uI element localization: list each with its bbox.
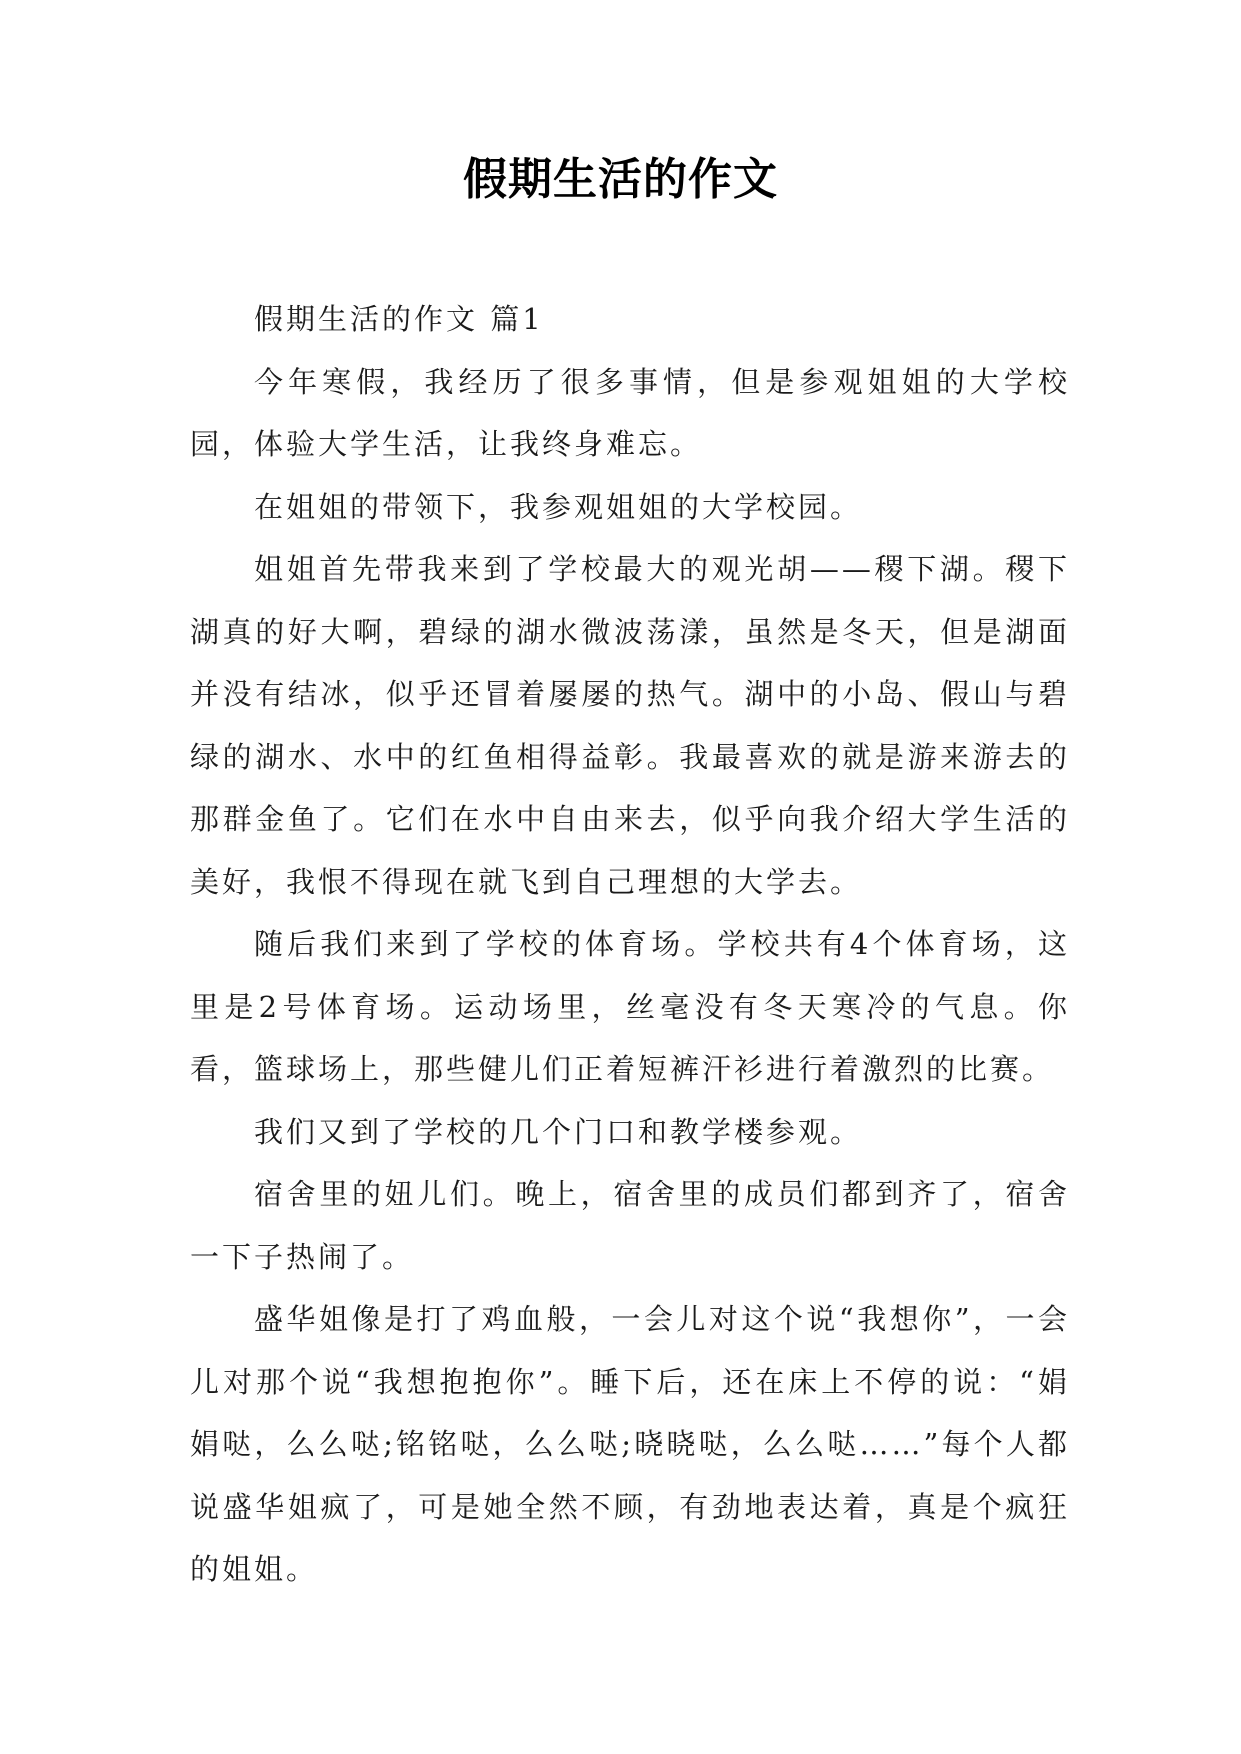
paragraph: 我们又到了学校的几个门口和教学楼参观。 (254, 1114, 863, 1149)
paragraph: 姐姐首先带我来到了学校最大的观光胡——稷下湖。稷下湖真的好大啊，碧绿的湖水微波荡漾，虽然是冬天，但是湖面并没有结冰，似乎还冒着屡屡的热气。湖中的小岛、假山与碧绿的湖水、水中的红鱼相得益彰。我最喜欢的就是游来游去的那群金鱼了。它们在水中自由来去，似乎向我介绍大学生活的美好，我恨不得现在就飞到自己理想的大学去。 (190, 552, 1070, 899)
paragraph: 今年寒假，我经历了很多事情，但是参观姐姐的大学校园，体验大学生活，让我终身难忘。 (190, 364, 1070, 461)
paragraph: 盛华姐像是打了鸡血般，一会儿对这个说“我想你”，一会儿对那个说“我想抱抱你”。睡下后，还在床上不停的说：“娟娟哒，么么哒;铭铭哒，么么哒;晓晓哒，么么哒……”每个人都说盛华姐疯了，可是她全然不顾，有劲地表达着，真是个疯狂的姐姐。 (190, 1302, 1070, 1586)
document-body (190, 288, 1070, 1601)
paragraph-heading: 假期生活的作文 篇1 (254, 302, 544, 336)
paragraph: 宿舍里的妞儿们。晚上，宿舍里的成员们都到齐了，宿舍一下子热闹了。 (190, 1177, 1070, 1274)
paragraph: 在姐姐的带领下，我参观姐姐的大学校园。 (254, 489, 863, 524)
document-title: 假期生活的作文 (463, 154, 778, 205)
paragraph: 随后我们来到了学校的体育场。学校共有4个体育场，这里是2号体育场。运动场里，丝毫没有冬天寒冷的气息。你看，篮球场上，那些健儿们正着短裤汗衫进行着激烈的比赛。 (190, 927, 1070, 1086)
